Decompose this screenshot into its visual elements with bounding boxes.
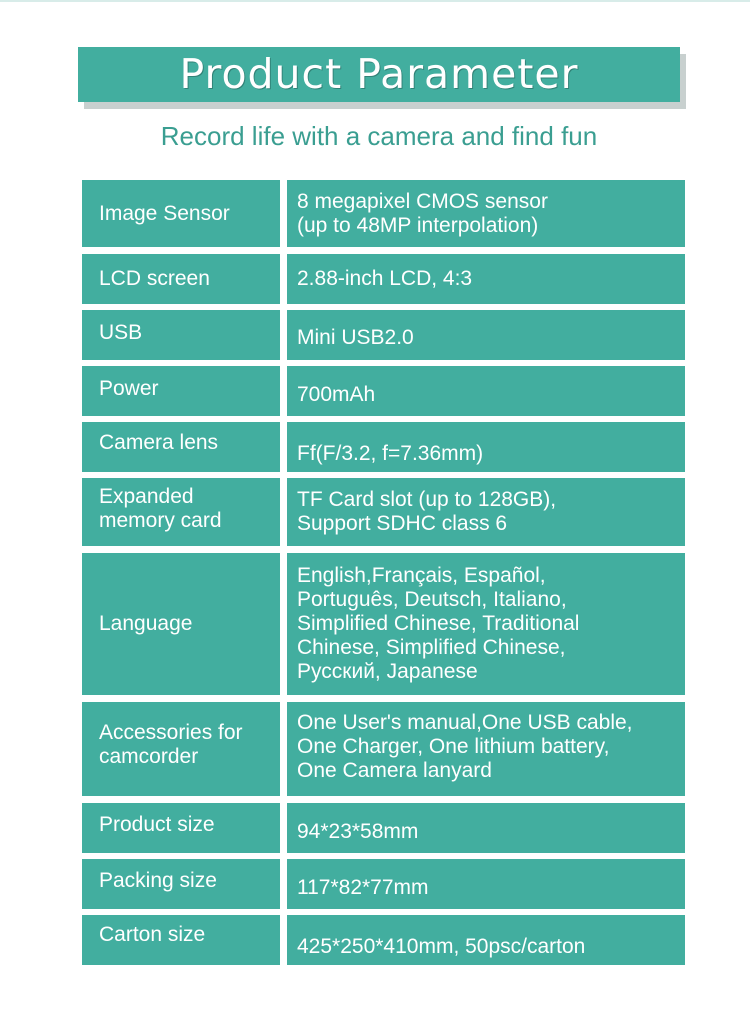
spec-label: camcorder xyxy=(99,745,199,768)
spec-value: (up to 48MP interpolation) xyxy=(297,213,539,237)
spec-value-cell xyxy=(287,254,685,304)
spec-label-cell xyxy=(82,478,280,546)
spec-value: Support SDHC class 6 xyxy=(297,512,508,535)
spec-value: TF Card slot (up to 128GB), xyxy=(297,488,557,511)
top-divider xyxy=(0,0,750,2)
spec-value-cell xyxy=(287,915,685,965)
spec-value: English,Français, Español, xyxy=(297,564,546,587)
spec-label: USB xyxy=(99,321,143,344)
spec-value: One Charger, One lithium battery, xyxy=(297,735,610,758)
spec-label-cell xyxy=(82,422,280,472)
spec-label-cell xyxy=(82,254,280,304)
spec-value-cell xyxy=(287,366,685,416)
spec-value-cell xyxy=(287,180,685,247)
spec-label: Camera lens xyxy=(99,431,219,454)
spec-value: 2.88-inch LCD, 4:3 xyxy=(297,267,473,290)
spec-row xyxy=(82,254,685,304)
spec-value-cell xyxy=(287,702,685,796)
spec-value: Português, Deutsch, Italiano, xyxy=(297,588,567,611)
spec-label: Image Sensor xyxy=(99,201,230,225)
spec-row xyxy=(82,478,685,546)
spec-value: 700mAh xyxy=(297,383,376,406)
spec-label-cell xyxy=(82,310,280,360)
spec-label: Packing size xyxy=(99,869,217,892)
spec-label-cell xyxy=(82,803,280,853)
spec-label: Accessories for xyxy=(99,721,243,744)
spec-row xyxy=(82,803,685,853)
spec-row xyxy=(82,310,685,360)
spec-value-cell xyxy=(287,859,685,909)
spec-value: Mini USB2.0 xyxy=(297,326,414,349)
spec-label: Expanded xyxy=(99,485,194,508)
spec-value: One User's manual,One USB cable, xyxy=(297,711,633,734)
spec-row xyxy=(82,702,685,796)
spec-row xyxy=(82,915,685,965)
spec-label-cell xyxy=(82,180,280,247)
title-banner xyxy=(78,47,680,102)
spec-label-cell xyxy=(82,859,280,909)
spec-label-cell xyxy=(82,553,280,695)
spec-value: 94*23*58mm xyxy=(297,820,419,843)
spec-label-cell xyxy=(82,366,280,416)
spec-label: memory card xyxy=(99,509,222,532)
page-subtitle: Record life with a camera and find fun xyxy=(160,121,598,151)
spec-label: LCD screen xyxy=(99,267,210,290)
spec-value: 425*250*410mm, 50psc/carton xyxy=(297,935,586,958)
spec-row xyxy=(82,180,685,247)
spec-label: Language xyxy=(99,612,193,635)
spec-value-cell xyxy=(287,422,685,472)
spec-value: Ff(F/3.2, f=7.36mm) xyxy=(297,442,484,465)
spec-label: Carton size xyxy=(99,923,206,946)
spec-value-cell xyxy=(287,803,685,853)
spec-value: 117*82*77mm xyxy=(297,876,429,899)
spec-label-cell xyxy=(82,915,280,965)
spec-label-cell xyxy=(82,702,280,796)
spec-row xyxy=(82,366,685,416)
page-title: Product Parameter xyxy=(179,50,579,98)
spec-row xyxy=(82,422,685,472)
spec-row xyxy=(82,553,685,695)
spec-label: Product size xyxy=(99,813,215,836)
spec-value: Русский, Japanese xyxy=(297,660,478,683)
spec-row xyxy=(82,859,685,909)
spec-value: 8 megapixel CMOS sensor xyxy=(297,189,548,213)
spec-value: One Camera lanyard xyxy=(297,759,492,782)
spec-value: Simplified Chinese, Traditional xyxy=(297,612,580,635)
spec-label: Power xyxy=(99,377,159,400)
spec-value-cell xyxy=(287,478,685,546)
spec-value: Chinese, Simplified Chinese, xyxy=(297,636,566,659)
spec-value-cell xyxy=(287,310,685,360)
spec-value-cell xyxy=(287,553,685,695)
